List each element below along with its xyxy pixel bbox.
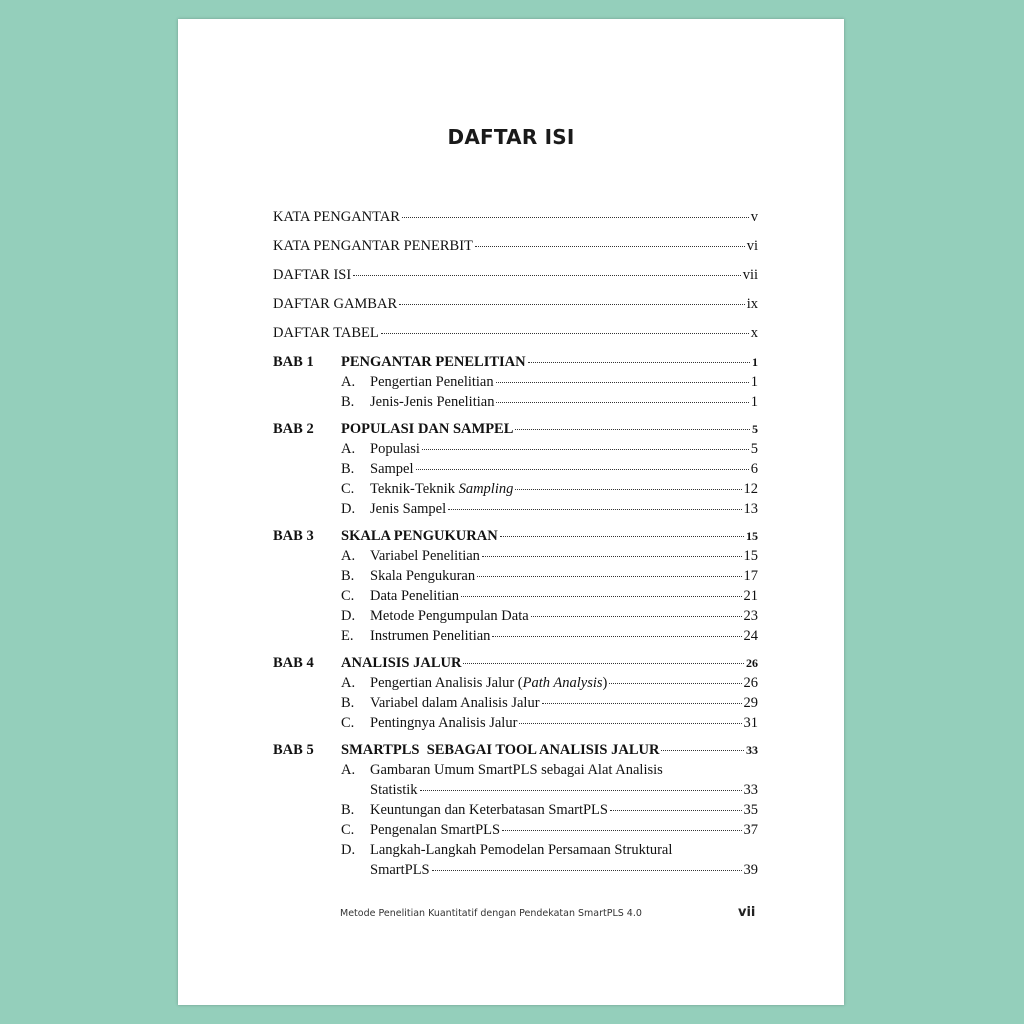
toc-page-number: 6: [750, 461, 758, 477]
chapter-title: ANALISIS JALUR: [341, 655, 462, 671]
section-letter: E.: [341, 628, 354, 644]
toc-chapter-4: [273, 655, 758, 675]
toc-section: [273, 675, 758, 695]
section-letter: A.: [341, 441, 356, 457]
section-title: Keuntungan dan Keterbatasan SmartPLS: [370, 802, 608, 818]
toc-leader: [420, 790, 742, 791]
chapter-number: BAB 2: [273, 421, 314, 437]
toc-section: [273, 441, 758, 461]
toc-section: [273, 461, 758, 481]
toc-page-number: x: [750, 325, 758, 341]
section-title-text: Teknik-Teknik: [370, 481, 459, 497]
toc-leader: [502, 830, 741, 831]
toc-section: [273, 715, 758, 735]
section-title: Skala Pengukuran: [370, 568, 476, 584]
section-letter: C.: [341, 588, 355, 604]
toc-leader: [463, 663, 744, 664]
section-letter: A.: [341, 548, 356, 564]
section-letter: B.: [341, 461, 355, 477]
toc-front-item: [273, 209, 758, 228]
section-letter: A.: [341, 675, 356, 691]
toc-front-label: DAFTAR TABEL: [273, 325, 379, 341]
footer-page-number: vii: [738, 905, 756, 920]
section-title: [370, 481, 513, 498]
section-letter: C.: [341, 715, 355, 731]
toc-section: [273, 394, 758, 414]
section-title-italic: Sampling: [458, 481, 514, 497]
section-letter: D.: [341, 501, 356, 517]
toc-leader: [461, 596, 742, 597]
toc-leader: [542, 703, 742, 704]
toc-section: [273, 628, 758, 648]
section-title-text: ): [602, 675, 608, 691]
toc-chapter-1: [273, 354, 758, 374]
toc-front-label: KATA PENGANTAR PENERBIT: [273, 238, 473, 254]
section-letter: C.: [341, 822, 355, 838]
toc-leader: [353, 275, 740, 276]
toc-page-number: 33: [743, 782, 758, 798]
section-letter: C.: [341, 481, 355, 497]
toc-leader: [609, 683, 741, 684]
chapter-title: PENGANTAR PENELITIAN: [341, 354, 526, 370]
toc-leader: [475, 246, 745, 247]
toc-leader: [432, 870, 742, 871]
toc-section: [273, 548, 758, 568]
toc-leader: [402, 217, 749, 218]
toc-section-continuation: [273, 862, 758, 882]
page-title: DAFTAR ISI: [447, 125, 575, 149]
toc-chapter-5: [273, 742, 758, 762]
toc-page-number: 21: [743, 588, 758, 604]
toc-front-label: DAFTAR ISI: [273, 267, 352, 283]
toc-leader: [482, 556, 742, 557]
toc-leader: [496, 402, 748, 403]
toc-leader: [528, 362, 750, 363]
chapter-number: BAB 1: [273, 354, 314, 370]
toc-front-label: KATA PENGANTAR: [273, 209, 400, 225]
toc-leader: [448, 509, 741, 510]
toc-page-number: 5: [750, 441, 758, 457]
toc-page-number: 1: [752, 355, 758, 369]
chapter-title: SKALA PENGUKURAN: [341, 528, 498, 544]
toc-page-number: 1: [750, 394, 758, 410]
toc-leader: [416, 469, 749, 470]
toc-page-number: 5: [752, 422, 758, 436]
toc-section: [273, 695, 758, 715]
toc-page-number: v: [750, 209, 758, 225]
toc-section: [273, 762, 758, 782]
section-title-line2: SmartPLS: [370, 862, 430, 878]
section-title: Jenis Sampel: [370, 501, 447, 517]
section-title-line1: Gambaran Umum SmartPLS sebagai Alat Analisis: [370, 762, 663, 778]
toc-page-number: 29: [743, 695, 758, 711]
toc-front-item: [273, 325, 758, 344]
toc-leader: [610, 810, 742, 811]
section-title: Variabel Penelitian: [370, 548, 480, 564]
toc-leader: [515, 429, 750, 430]
section-title: Metode Pengumpulan Data: [370, 608, 529, 624]
toc-page-number: 26: [746, 656, 758, 670]
toc-page-number: vii: [742, 267, 758, 283]
toc-section: [273, 374, 758, 394]
section-title: Variabel dalam Analisis Jalur: [370, 695, 540, 711]
toc-page-number: 31: [743, 715, 758, 731]
toc-section: [273, 568, 758, 588]
section-title: Sampel: [370, 461, 414, 477]
toc-page-number: 15: [746, 529, 758, 543]
section-title-line2: Statistik: [370, 782, 418, 798]
section-title: Jenis-Jenis Penelitian: [370, 394, 495, 410]
section-title-text: Pengertian Analisis Jalur (: [370, 675, 523, 691]
table-of-contents: [273, 209, 758, 882]
toc-section: [273, 822, 758, 842]
toc-section: [273, 842, 758, 862]
toc-leader: [492, 636, 741, 637]
toc-section: [273, 588, 758, 608]
toc-leader: [477, 576, 741, 577]
chapter-number: BAB 4: [273, 655, 314, 671]
section-title: Instrumen Penelitian: [370, 628, 491, 644]
toc-page-number: 1: [750, 374, 758, 390]
toc-section: [273, 501, 758, 521]
toc-leader: [661, 750, 744, 751]
section-letter: B.: [341, 568, 355, 584]
chapter-title: SMARTPLS SEBAGAI TOOL ANALISIS JALUR: [341, 742, 660, 758]
toc-leader: [399, 304, 745, 305]
toc-page-number: 12: [743, 481, 758, 497]
toc-chapter-3: [273, 528, 758, 548]
toc-front-item: [273, 267, 758, 286]
toc-leader: [515, 489, 741, 490]
chapter-number: BAB 3: [273, 528, 314, 544]
section-letter: D.: [341, 608, 356, 624]
toc-page-number: 23: [743, 608, 758, 624]
section-title: Pengertian Penelitian: [370, 374, 494, 390]
section-letter: B.: [341, 695, 355, 711]
section-title-line1: Langkah-Langkah Pemodelan Persamaan Struktural: [370, 842, 673, 858]
section-letter: B.: [341, 394, 355, 410]
toc-section: [273, 802, 758, 822]
toc-page-number: 39: [743, 862, 758, 878]
chapter-number: BAB 5: [273, 742, 314, 758]
section-title-italic: Path Analysis: [522, 675, 603, 691]
toc-page-number: 37: [743, 822, 758, 838]
section-letter: B.: [341, 802, 355, 818]
toc-front-item: [273, 296, 758, 315]
toc-section: [273, 608, 758, 628]
toc-chapter-2: [273, 421, 758, 441]
toc-leader: [381, 333, 749, 334]
document-page: [178, 19, 844, 1005]
toc-section-continuation: [273, 782, 758, 802]
section-title: Populasi: [370, 441, 420, 457]
chapter-title: POPULASI DAN SAMPEL: [341, 421, 514, 437]
section-title: Data Penelitian: [370, 588, 459, 604]
section-title: Pentingnya Analisis Jalur: [370, 715, 518, 731]
toc-page-number: 15: [743, 548, 758, 564]
section-title: [370, 675, 607, 692]
toc-page-number: 26: [743, 675, 758, 691]
section-title: Pengenalan SmartPLS: [370, 822, 501, 838]
section-letter: D.: [341, 842, 356, 858]
toc-page-number: vi: [746, 238, 758, 254]
toc-section: [273, 481, 758, 501]
toc-page-number: 17: [743, 568, 758, 584]
toc-leader: [422, 449, 749, 450]
toc-leader: [500, 536, 744, 537]
toc-front-item: [273, 238, 758, 257]
toc-leader: [531, 616, 742, 617]
toc-page-number: 24: [743, 628, 758, 644]
section-letter: A.: [341, 762, 356, 778]
toc-leader: [496, 382, 749, 383]
toc-page-number: ix: [746, 296, 758, 312]
running-footer: Metode Penelitian Kuantitatif dengan Pendekatan SmartPLS 4.0: [340, 908, 642, 919]
toc-page-number: 35: [743, 802, 758, 818]
toc-page-number: 13: [743, 501, 758, 517]
section-letter: A.: [341, 374, 356, 390]
toc-front-label: DAFTAR GAMBAR: [273, 296, 398, 312]
toc-page-number: 33: [746, 743, 758, 757]
toc-leader: [519, 723, 741, 724]
